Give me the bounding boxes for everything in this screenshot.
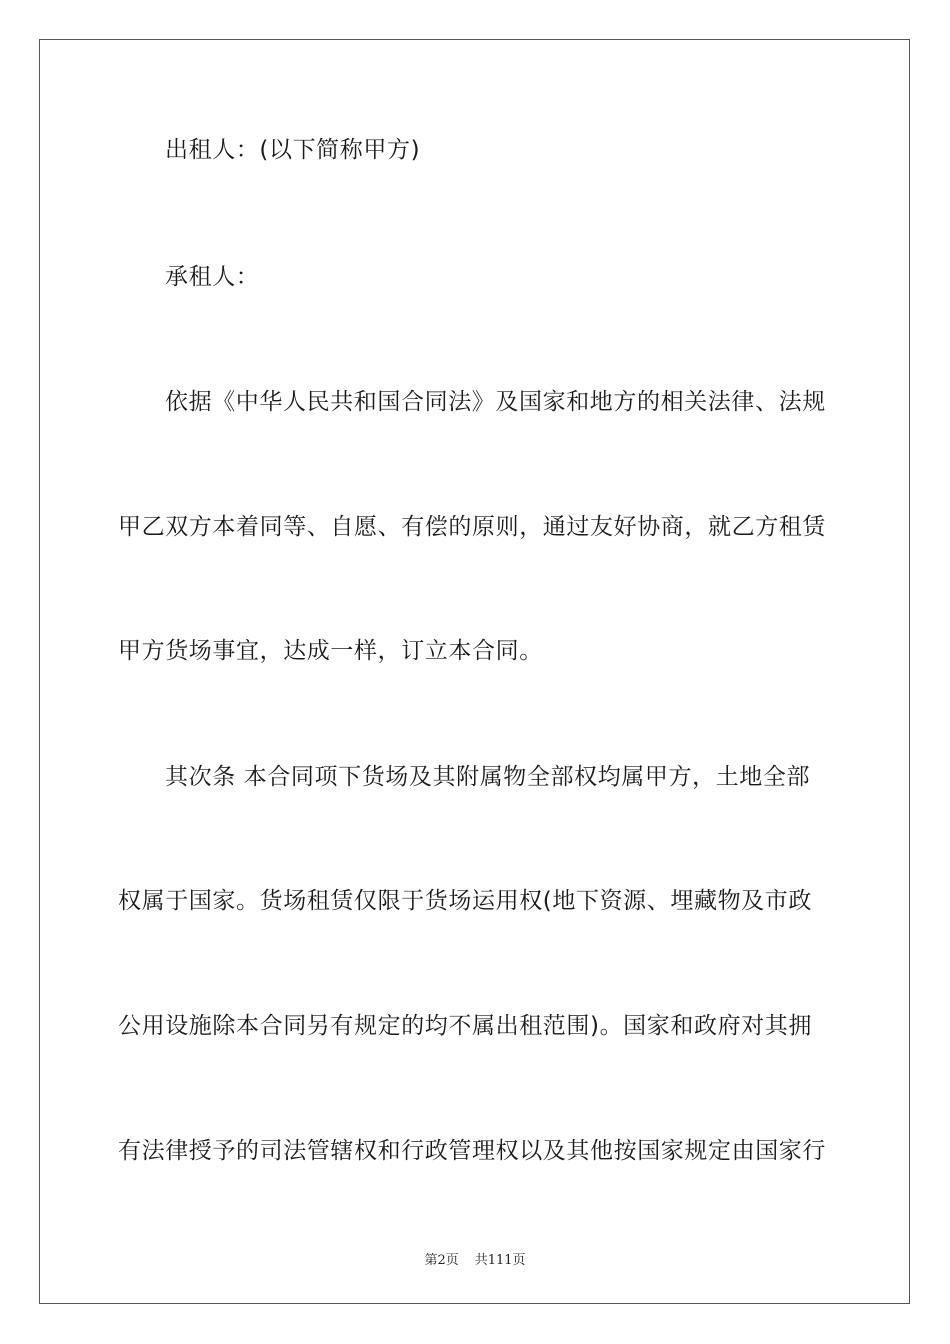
paragraph-line: 公用设施除本合同另有规定的均不属出租范围)。国家和政府对其拥 — [118, 1013, 812, 1039]
paragraph-line: 甲方货场事宜，达成一样，订立本合同。 — [118, 638, 543, 664]
page-footer — [0, 1249, 950, 1268]
paragraph-line: 甲乙双方本着同等、自愿、有偿的原则，通过友好协商，就乙方租赁 — [118, 514, 826, 540]
page-border — [39, 39, 910, 1304]
page-total: 共111页 — [474, 1253, 526, 1268]
paragraph-line: 其次条 本合同项下货场及其附属物全部权均属甲方，土地全部 — [165, 764, 811, 790]
lessor-line: 出租人：(以下简称甲方) — [165, 137, 421, 163]
page-number: 第2页 — [424, 1253, 459, 1268]
paragraph-line: 依据《中华人民共和国合同法》及国家和地方的相关法律、法规 — [165, 389, 826, 415]
paragraph-line: 有法律授予的司法管辖权和行政管理权以及其他按国家规定由国家行 — [118, 1138, 826, 1164]
paragraph-line: 权属于国家。货场租赁仅限于货场运用权(地下资源、埋藏物及市政 — [118, 888, 812, 914]
lessee-line: 承租人： — [165, 264, 260, 290]
